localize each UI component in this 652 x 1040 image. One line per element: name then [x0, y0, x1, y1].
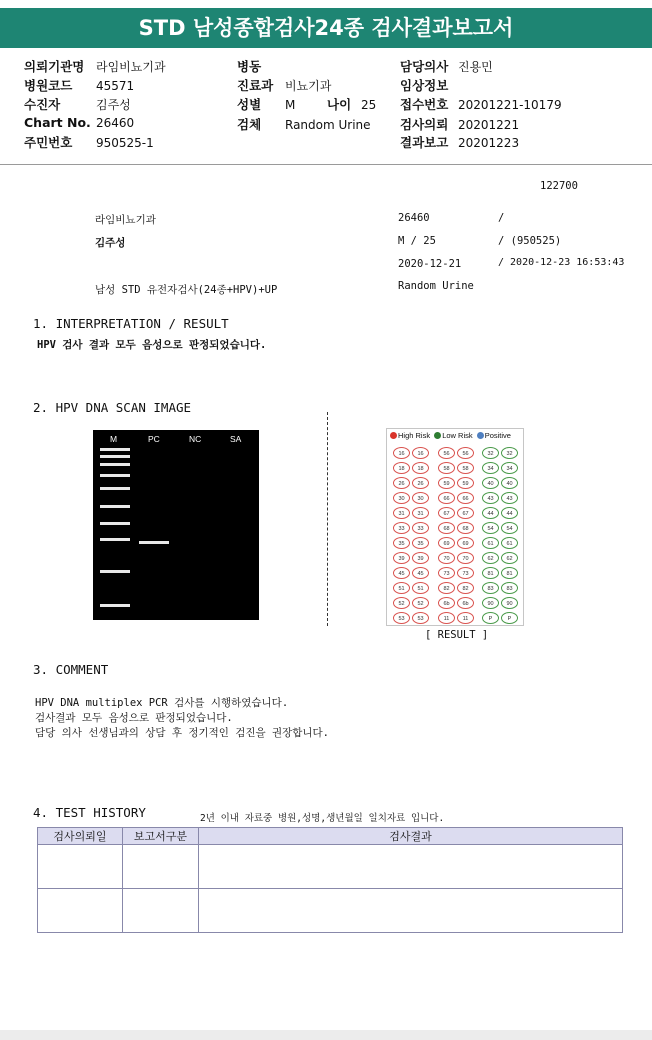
table-row — [38, 845, 623, 889]
label-hospital-code: 병원코드 — [24, 78, 73, 93]
hpv-type-cell: P — [482, 612, 499, 624]
info-clinic: 라임비뇨기과 — [95, 214, 156, 226]
hpv-type-cell: 43 — [501, 492, 518, 504]
hpv-type-cell: 11 — [438, 612, 455, 624]
hpv-type-cell: 54 — [482, 522, 499, 534]
label-resident-no: 주민번호 — [24, 135, 73, 150]
marker-band — [100, 455, 130, 458]
hpv-type-cell: 90 — [501, 597, 518, 609]
value-receipt-no: 20201221-10179 — [458, 98, 562, 112]
label-department: 진료과 — [237, 78, 274, 93]
hpv-type-cell: 35 — [412, 537, 429, 549]
hpv-type-cell: 83 — [482, 582, 499, 594]
history-note: 2년 이내 자료중 병원,성명,생년월일 일치자료 입니다. — [200, 813, 445, 824]
hpv-type-cell: 61 — [501, 537, 518, 549]
value-chart-no: 26460 — [96, 116, 135, 130]
info-test-name: 남성 STD 유전자검사(24종+HPV)+UP — [95, 284, 278, 296]
value-requesting-org: 라임비뇨기과 — [96, 60, 166, 74]
result-caption: [ RESULT ] — [425, 629, 489, 641]
hpv-type-cell: 51 — [412, 582, 429, 594]
hpv-type-cell: P — [501, 612, 518, 624]
hpv-type-cell: 69 — [438, 537, 455, 549]
hpv-type-cell: 18 — [412, 462, 429, 474]
hpv-type-cell: 43 — [482, 492, 499, 504]
hpv-type-cell: 18 — [393, 462, 410, 474]
hpv-type-cell: 31 — [412, 507, 429, 519]
hpv-type-cell: 70 — [438, 552, 455, 564]
hpv-type-cell: 26 — [393, 477, 410, 489]
hpv-type-cell: 51 — [393, 582, 410, 594]
value-age: 25 — [361, 98, 377, 112]
hpv-type-cell: 32 — [501, 447, 518, 459]
hpv-type-cell: 40 — [482, 477, 499, 489]
hpv-type-cell: 52 — [412, 597, 429, 609]
interpretation-text: HPV 검사 결과 모두 음성으로 판정되었습니다. — [37, 339, 267, 351]
marker-band — [100, 448, 130, 451]
hpv-type-cell: 61 — [482, 537, 499, 549]
hpv-type-cell: 68 — [438, 522, 455, 534]
label-chart-no: Chart No. — [24, 115, 91, 130]
hpv-type-cell: 56 — [438, 447, 455, 459]
hpv-type-cell: 34 — [482, 462, 499, 474]
divider-dashed — [327, 412, 328, 626]
hpv-type-cell: 45 — [393, 567, 410, 579]
label-doctor: 담당의사 — [400, 59, 449, 74]
section-comment-title: 3. COMMENT — [33, 662, 109, 677]
hpv-type-cell: 58 — [457, 462, 474, 474]
hpv-type-cell: 44 — [501, 507, 518, 519]
hpv-type-cell: 33 — [393, 522, 410, 534]
marker-band — [100, 474, 130, 477]
value-patient: 김주성 — [96, 98, 131, 112]
hpv-type-cell: 73 — [457, 567, 474, 579]
hpv-type-cell: 44 — [482, 507, 499, 519]
hpv-legend — [390, 431, 511, 440]
hpv-type-cell: 6b — [438, 597, 455, 609]
hpv-type-cell: 66 — [457, 492, 474, 504]
hpv-type-cell: 83 — [501, 582, 518, 594]
hpv-type-cell: 30 — [412, 492, 429, 504]
hpv-type-cell: 40 — [501, 477, 518, 489]
label-request-date: 검사의뢰 — [400, 117, 449, 132]
hpv-type-cell: 45 — [412, 567, 429, 579]
legend-low-risk: Low Risk — [442, 431, 473, 440]
label-ward: 병동 — [237, 59, 262, 74]
hpv-type-cell: 62 — [501, 552, 518, 564]
hpv-type-cell: 58 — [438, 462, 455, 474]
hpv-type-cell: 56 — [457, 447, 474, 459]
lane-label-nc: NC — [189, 434, 202, 444]
hpv-type-cell: 70 — [457, 552, 474, 564]
hpv-type-cell: 53 — [393, 612, 410, 624]
report-title: STD 남성종합검사24종 검사결과보고서 — [0, 8, 652, 48]
value-request-date: 20201221 — [458, 118, 520, 132]
hpv-type-cell: 6b — [457, 597, 474, 609]
high-risk-dot-icon — [390, 432, 397, 439]
report-code: 122700 — [540, 180, 578, 192]
hpv-type-cell: 66 — [438, 492, 455, 504]
section-scan-title: 2. HPV DNA SCAN IMAGE — [33, 400, 192, 415]
hpv-type-cell: 33 — [412, 522, 429, 534]
marker-band — [100, 487, 130, 490]
hpv-type-cell: 69 — [457, 537, 474, 549]
label-requesting-org: 의뢰기관명 — [24, 59, 85, 74]
value-hospital-code: 45571 — [96, 79, 135, 93]
hpv-type-cell: 39 — [412, 552, 429, 564]
hpv-type-cell: 81 — [501, 567, 518, 579]
marker-band — [100, 570, 130, 573]
positive-dot-icon — [477, 432, 484, 439]
info-sex-age: M / 25 — [398, 235, 436, 247]
label-clinical-info: 임상정보 — [400, 78, 449, 93]
hpv-type-cell: 39 — [393, 552, 410, 564]
info-date-request: 2020-12-21 — [398, 258, 462, 270]
footer-bar — [0, 1030, 652, 1040]
label-receipt-no: 접수번호 — [400, 97, 449, 112]
info-specimen: Random Urine — [398, 280, 474, 292]
history-header-row — [38, 828, 623, 845]
hpv-type-cell: 59 — [438, 477, 455, 489]
hpv-type-cell: 35 — [393, 537, 410, 549]
hpv-type-cell: 16 — [393, 447, 410, 459]
gel-image — [93, 430, 259, 620]
hpv-type-cell: 68 — [457, 522, 474, 534]
lane-label-pc: PC — [148, 434, 160, 444]
history-col-request-date: 검사의뢰일 — [38, 828, 123, 845]
legend-high-risk: High Risk — [398, 431, 431, 440]
hpv-type-cell: 52 — [393, 597, 410, 609]
section-history-title: 4. TEST HISTORY — [33, 805, 146, 820]
comment-line-3: 담당 의사 선생님과의 상담 후 정기적인 검진을 권장합니다. — [35, 727, 330, 739]
label-age: 나이 — [327, 97, 352, 112]
info-date-report: / 2020-12-23 16:53:43 — [498, 257, 625, 268]
hpv-type-cell: 31 — [393, 507, 410, 519]
header-divider — [0, 164, 652, 165]
value-resident-no: 950525-1 — [96, 136, 154, 150]
marker-band — [100, 604, 130, 607]
history-col-report-type: 보고서구분 — [123, 828, 199, 845]
hpv-type-cell: 16 — [412, 447, 429, 459]
label-patient: 수진자 — [24, 97, 61, 112]
hpv-type-cell: 34 — [501, 462, 518, 474]
value-specimen: Random Urine — [285, 118, 371, 132]
marker-band — [100, 538, 130, 541]
hpv-type-cell: 32 — [482, 447, 499, 459]
value-doctor: 진용민 — [458, 60, 493, 74]
info-slash: / — [498, 212, 505, 224]
comment-line-1: HPV DNA multiplex PCR 검사를 시행하였습니다. — [35, 697, 289, 709]
legend-positive: Positive — [484, 431, 511, 440]
hpv-type-cell: 81 — [482, 567, 499, 579]
low-risk-dot-icon — [434, 432, 441, 439]
hpv-type-cell: 82 — [438, 582, 455, 594]
info-chart: 26460 — [398, 212, 430, 224]
hpv-type-cell: 67 — [438, 507, 455, 519]
hpv-type-cell: 90 — [482, 597, 499, 609]
label-sex: 성별 — [237, 97, 262, 112]
label-report-date: 결과보고 — [400, 135, 449, 150]
comment-line-2: 검사결과 모두 음성으로 판정되었습니다. — [35, 712, 233, 724]
lane-label-m: M — [110, 434, 118, 444]
info-ssn: / (950525) — [498, 235, 562, 247]
hpv-type-cell: 26 — [412, 477, 429, 489]
marker-band — [100, 522, 130, 525]
table-row — [38, 889, 623, 933]
value-sex: M — [285, 98, 296, 112]
marker-band — [100, 505, 130, 508]
marker-band — [100, 463, 130, 466]
hpv-type-cell: 30 — [393, 492, 410, 504]
hpv-type-cell: 54 — [501, 522, 518, 534]
hpv-type-cell: 67 — [457, 507, 474, 519]
hpv-type-cell: 73 — [438, 567, 455, 579]
hpv-type-cell: 11 — [457, 612, 474, 624]
positive-control-band — [139, 541, 169, 544]
section-interpretation-title: 1. INTERPRETATION / RESULT — [33, 316, 229, 331]
hpv-type-cell: 59 — [457, 477, 474, 489]
hpv-result-panel — [386, 428, 524, 626]
hpv-type-cell: 82 — [457, 582, 474, 594]
info-name: 김주성 — [95, 237, 126, 249]
hpv-type-cell: 62 — [482, 552, 499, 564]
value-report-date: 20201223 — [458, 136, 520, 150]
value-department: 비뇨기과 — [285, 79, 332, 93]
hpv-type-cell: 53 — [412, 612, 429, 624]
history-col-result: 검사결과 — [199, 828, 623, 845]
label-specimen: 검체 — [237, 117, 262, 132]
lane-label-sa: SA — [230, 434, 242, 444]
history-table — [37, 827, 623, 933]
